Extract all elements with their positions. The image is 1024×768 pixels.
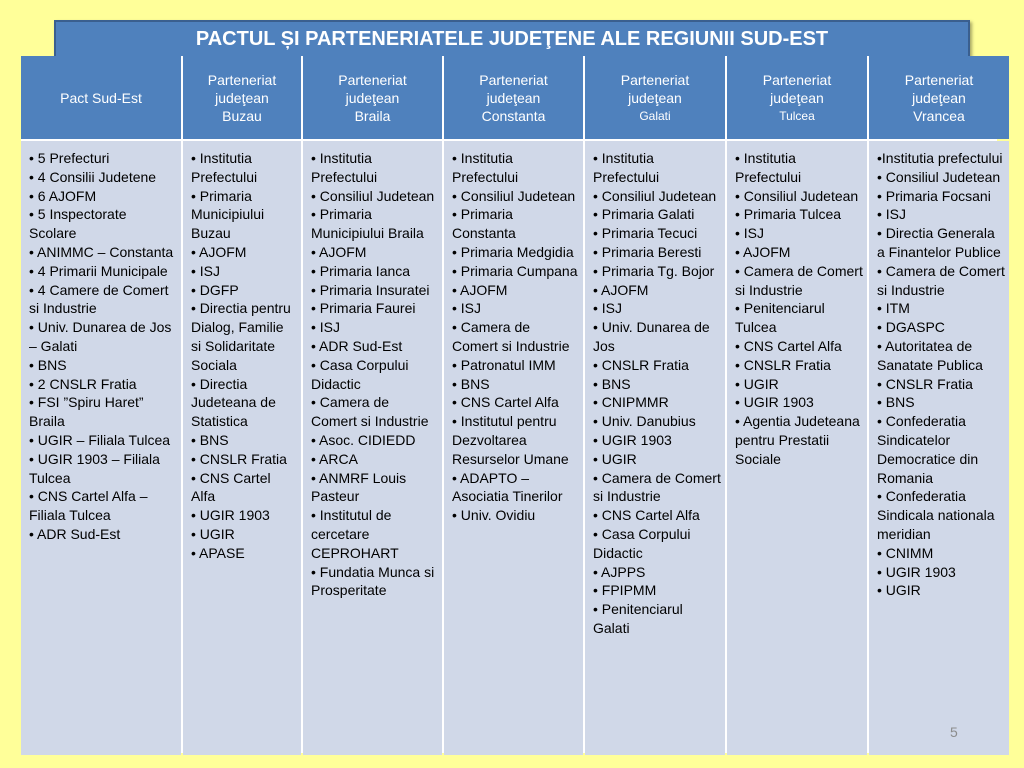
list-item: • Univ. Dunarea de Jos <box>593 319 710 354</box>
list-item: • AJOFM <box>452 281 508 298</box>
column-header-line: Vrancea <box>913 107 965 124</box>
list-item: • AJOFM <box>191 243 247 260</box>
list-item: • Confederatia Sindicala nationala meridian <box>877 488 995 542</box>
list-item: • Asoc. CIDIEDD <box>311 431 416 448</box>
list-item: • ANIMMC – Constanta <box>29 243 174 260</box>
list-item: • DGFP <box>191 281 239 298</box>
list-item: • Primaria Galati <box>593 206 695 223</box>
list-item: • Institutia Prefectului <box>735 150 802 185</box>
list-item: • 5 Inspectorate Scolare <box>29 206 127 242</box>
list-item: • UGIR 1903 <box>191 507 270 524</box>
column-header-line: Tulcea <box>779 108 815 123</box>
list-item: • AJOFM <box>735 243 791 260</box>
column-body-3 <box>444 141 583 755</box>
list-item: • ISJ <box>191 262 221 279</box>
list-item: • 4 Primarii Municipale <box>29 262 168 279</box>
list-item: • CNS Cartel Alfa – Filiala Tulcea <box>29 488 148 524</box>
list-item: • Institutul de cercetare CEPROHART <box>311 507 399 561</box>
list-item: • Directia Judeteana de Statistica <box>191 375 276 430</box>
list-item: • Primaria Medgidia <box>452 243 574 260</box>
list-item: • Fundatia Munca si Prosperitate <box>311 563 435 599</box>
list-item: • Institutia Prefectului <box>452 150 519 185</box>
list-item: • Camera de Comert si Industrie <box>452 319 570 354</box>
list-item: • Camera de Comert si Industrie <box>877 262 1005 298</box>
list-item: • ISJ <box>735 225 765 242</box>
list-item: • ISJ <box>311 319 341 336</box>
list-item: • BNS <box>191 431 229 448</box>
column-body-6 <box>869 141 1009 755</box>
list-item: • Primaria Insuratei <box>311 281 430 298</box>
list-item: • ISJ <box>877 206 907 223</box>
list-item: • CNSLR Fratia <box>593 356 689 373</box>
list-item: • Primaria Tg. Bojor <box>593 262 715 279</box>
list-item: • ADAPTO – Asociatia Tinerilor <box>452 469 563 505</box>
list-item: • Primaria Tecuci <box>593 225 698 242</box>
list-item: • UGIR <box>191 525 235 542</box>
list-item: • CNSLR Fratia <box>735 356 831 373</box>
column-header-line: Parteneriat <box>479 71 548 88</box>
list-item: • Consiliul Judetean <box>735 187 859 204</box>
list-item: • Institutia Prefectului <box>593 150 660 185</box>
list-item: • 2 CNSLR Fratia <box>29 375 137 392</box>
list-item: • Directia pentru Dialog, Familie si Solidaritate Sociala <box>191 300 291 373</box>
list-item: • Univ. Danubius <box>593 413 696 430</box>
column-header-3 <box>444 56 583 139</box>
list-item: • ADR Sud-Est <box>29 525 121 542</box>
list-item: • FPIPMM <box>593 582 657 599</box>
list-item: • UGIR 1903 <box>877 563 956 580</box>
list-item: • DGASPC <box>877 319 945 336</box>
list-item: • Primaria Faurei <box>311 300 416 317</box>
list-item: • ISJ <box>593 300 623 317</box>
list-item: • ANMRF Louis Pasteur <box>311 469 407 505</box>
column-header-line: Galati <box>639 108 671 123</box>
column-header-line: judeţean <box>345 89 400 106</box>
list-item: • Primaria Municipiului Buzau <box>191 187 265 242</box>
column-header-line: judeţean <box>912 89 966 106</box>
list-item: • ADR Sud-Est <box>311 337 403 354</box>
list-item: • Primaria Tulcea <box>735 206 842 223</box>
column-header-6 <box>869 56 1009 139</box>
list-item: • CNS Cartel Alfa <box>452 394 559 411</box>
list-item: • 4 Camere de Comert si Industrie <box>29 281 169 317</box>
list-item: • Univ. Ovidiu <box>452 507 536 524</box>
list-item: • Patronatul IMM <box>452 356 556 373</box>
column-header-line: Parteneriat <box>207 71 277 88</box>
list-item: • FSI ”Spiru Haret” Braila <box>29 394 144 430</box>
column-header-2 <box>303 56 442 139</box>
list-item: • Penitenciarul Galati <box>593 601 683 636</box>
list-item: • BNS <box>452 375 490 392</box>
list-item: • Primaria Ianca <box>311 262 411 279</box>
column-body-0 <box>21 141 181 755</box>
list-item: • Primaria Constanta <box>452 206 516 242</box>
list-item: • Primaria Beresti <box>593 243 702 260</box>
list-item: • BNS <box>877 394 915 411</box>
list-item: • Institutia Prefectului <box>191 150 258 185</box>
column-header-line: Parteneriat <box>904 71 974 88</box>
list-item: • Casa Corpului Didactic <box>311 356 409 392</box>
list-item: • Autoritatea de Sanatate Publica <box>877 337 983 373</box>
column-body-2 <box>303 141 442 755</box>
list-item: • Primaria Municipiului Braila <box>311 206 424 242</box>
list-item: •Institutia prefectului <box>877 150 1003 166</box>
list-item: • Consiliul Judetean <box>877 168 1001 185</box>
list-item: • Camera de Comert si Industrie <box>311 394 429 430</box>
list-item: • Agentia Judeteana pentru Prestatii Sociale <box>735 413 860 467</box>
list-item: • UGIR – Filiala Tulcea <box>29 431 171 448</box>
list-item: • CNIMM <box>877 544 934 561</box>
column-header-line: judeţean <box>486 89 541 106</box>
list-item: • Directia Generala a Finantelor Publice <box>877 225 1001 260</box>
list-item: • CNS Cartel Alfa <box>191 469 271 505</box>
column-header-line: judeţean <box>215 89 269 106</box>
list-item: • ITM <box>877 300 910 317</box>
column-header-4 <box>585 56 725 139</box>
list-item: • Primaria Cumpana <box>452 262 578 279</box>
column-header-line: judeţean <box>628 89 682 106</box>
column-header-5 <box>727 56 867 139</box>
list-item: • CNIPMMR <box>593 394 669 411</box>
list-item: • AJOFM <box>593 281 649 298</box>
list-item: • Casa Corpului Didactic <box>593 525 691 561</box>
list-item: • 6 AJOFM <box>29 187 97 204</box>
list-item: • Confederatia Sindicatelor Democratice din Romania <box>877 413 979 486</box>
list-item: • UGIR 1903 – Filiala Tulcea <box>29 450 160 486</box>
list-item: • Camera de Comert si Industrie <box>593 469 721 505</box>
list-item: • Consiliul Judetean <box>593 187 717 204</box>
list-item: • UGIR <box>593 450 637 467</box>
column-body-1 <box>183 141 301 755</box>
column-header-line: Pact Sud-Est <box>60 89 142 106</box>
column-header-0 <box>21 56 181 139</box>
column-body-4 <box>585 141 725 755</box>
column-body-5 <box>727 141 867 755</box>
list-item: • Camera de Comert si Industrie <box>735 262 863 298</box>
column-header-line: Parteneriat <box>762 71 832 88</box>
list-item: • CNSLR Fratia <box>191 450 287 467</box>
partnership-table <box>21 56 1005 753</box>
column-header-1 <box>183 56 301 139</box>
list-item: • AJPPS <box>593 563 646 580</box>
list-item: • BNS <box>593 375 631 392</box>
list-item: • Univ. Dunarea de Jos – Galati <box>29 319 172 354</box>
list-item: • UGIR <box>877 582 921 599</box>
column-header-line: Buzau <box>222 107 262 124</box>
list-item: • CNSLR Fratia <box>877 375 973 392</box>
list-item: • ISJ <box>452 300 482 317</box>
list-item: • Institutul pentru Dezvoltarea Resurselor Umane <box>452 413 569 467</box>
list-item: • Consiliul Judetean <box>452 187 576 204</box>
list-item: • Primaria Focsani <box>877 187 991 204</box>
column-header-line: Parteneriat <box>620 71 690 88</box>
list-item: • UGIR <box>735 375 779 392</box>
list-item: • Penitenciarul Tulcea <box>735 300 825 336</box>
list-item: • ARCA <box>311 450 358 467</box>
list-item: • APASE <box>191 544 245 561</box>
list-item: • Consiliul Judetean <box>311 187 435 204</box>
column-header-line: judeţean <box>770 89 824 106</box>
page-number: 5 <box>950 724 958 740</box>
column-header-line: Braila <box>354 107 391 124</box>
list-item: • 4 Consilii Judetene <box>29 168 157 185</box>
list-item: • Institutia Prefectului <box>311 150 378 185</box>
list-item: • AJOFM <box>311 243 367 260</box>
list-item: • CNS Cartel Alfa <box>593 507 700 524</box>
slide-title: PACTUL ȘI PARTENERIATELE JUDEŢENE ALE REGIUNII SUD-EST <box>54 20 970 58</box>
list-item: • 5 Prefecturi <box>29 150 110 166</box>
list-item: • UGIR 1903 <box>735 394 814 411</box>
list-item: • CNS Cartel Alfa <box>735 337 842 354</box>
column-header-line: Parteneriat <box>338 71 407 88</box>
list-item: • UGIR 1903 <box>593 431 672 448</box>
column-header-line: Constanta <box>481 107 546 124</box>
list-item: • BNS <box>29 356 67 373</box>
